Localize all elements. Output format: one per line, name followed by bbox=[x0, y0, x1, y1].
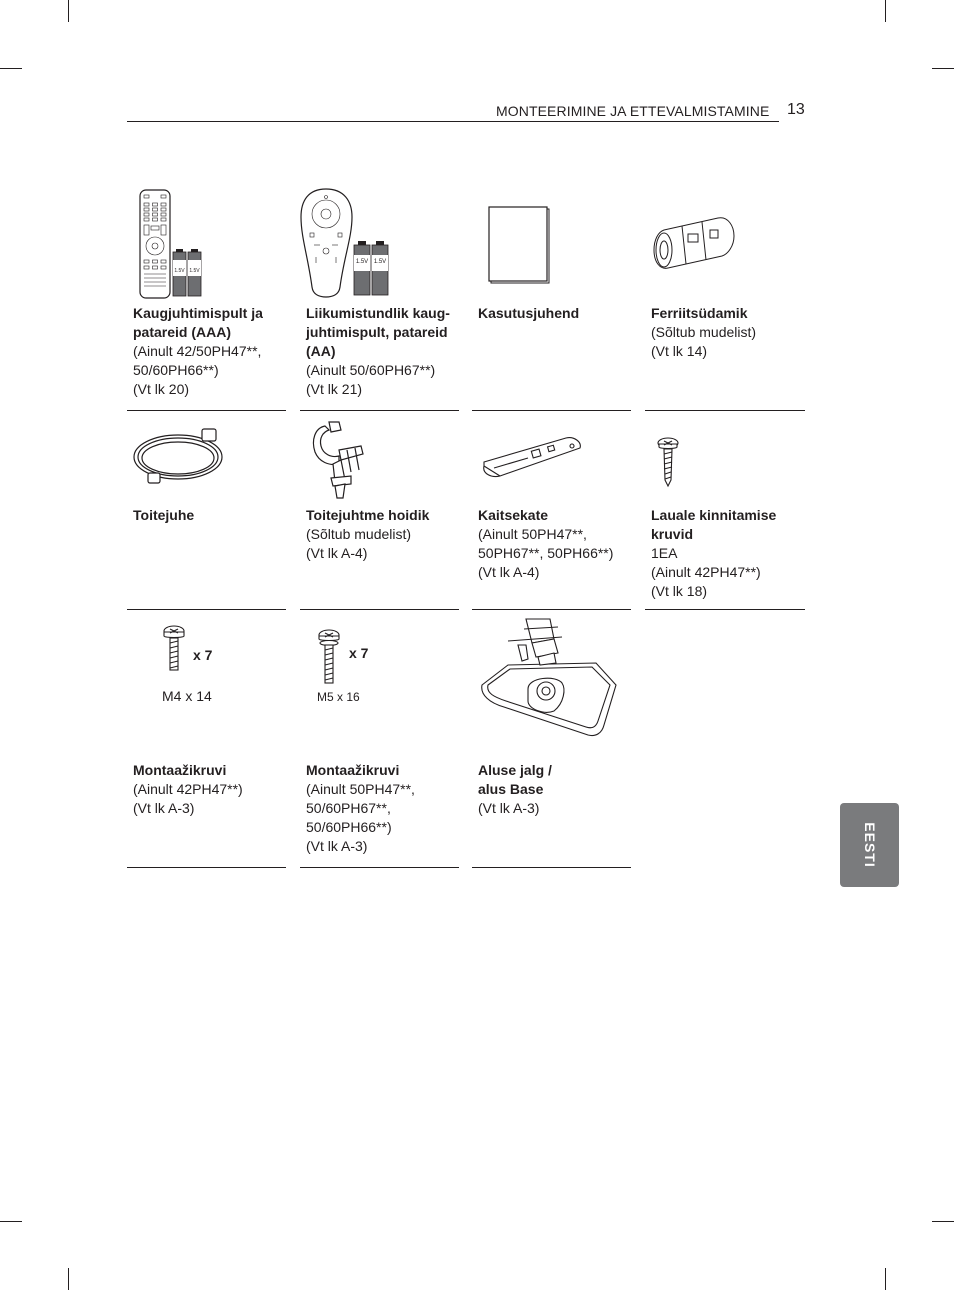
power-cord-illustration bbox=[132, 425, 228, 490]
item-title: Lauale kinnitamise kruvid bbox=[651, 507, 777, 542]
protection-cover-illustration bbox=[480, 434, 584, 485]
item-title: Kaugjuhtimispult ja patareid (AAA) bbox=[133, 305, 263, 340]
item-note: (Ainult 42PH47**) bbox=[133, 781, 243, 797]
row-divider bbox=[472, 867, 631, 868]
row-divider bbox=[300, 867, 459, 868]
item-title: Liikumistundlik kaug-juhtimispult, patareid (AA) bbox=[306, 305, 450, 359]
battery-voltage-label: 1.5V bbox=[355, 259, 369, 265]
item-note: (Vt lk A-4) bbox=[306, 545, 368, 561]
item-title: Ferriitsüdamik bbox=[651, 305, 748, 321]
desk-screw-illustration bbox=[655, 436, 681, 493]
crop-mark bbox=[0, 68, 22, 69]
item-note: (Vt lk 21) bbox=[306, 381, 363, 397]
item-title: Montaažikruvi bbox=[306, 762, 400, 778]
item-note: (Vt lk A-3) bbox=[306, 838, 368, 854]
header-rule bbox=[127, 121, 779, 122]
item-title: Toitejuhtme hoidik bbox=[306, 507, 430, 523]
row-divider bbox=[472, 609, 631, 610]
crop-mark bbox=[68, 1268, 69, 1290]
item-title: Toitejuhe bbox=[133, 507, 195, 523]
crop-mark bbox=[885, 1268, 886, 1290]
aa-battery-icon bbox=[354, 241, 388, 295]
screw-size-label: M4 x 14 bbox=[162, 688, 212, 704]
item-note: 50/60PH67**, bbox=[306, 800, 391, 816]
row-divider bbox=[472, 410, 631, 411]
battery-voltage-label: 1.5V bbox=[189, 268, 200, 274]
item-note: 50PH67**, 50PH66**) bbox=[478, 545, 614, 561]
manual-illustration bbox=[488, 206, 552, 291]
battery-voltage-label: 1.5V bbox=[174, 268, 185, 274]
cord-holder-illustration bbox=[305, 420, 367, 505]
m5-screw-illustration bbox=[317, 628, 343, 691]
row-divider bbox=[300, 609, 459, 610]
row-divider bbox=[645, 609, 805, 610]
language-tab bbox=[840, 803, 899, 887]
item-title: Aluse jalg / alus Base bbox=[478, 762, 552, 797]
item-note: (Vt lk 20) bbox=[133, 381, 190, 397]
item-title: Kasutusjuhend bbox=[478, 305, 580, 321]
item-title: Kaitsekate bbox=[478, 507, 549, 523]
item-note: (Ainult 50/60PH67**) bbox=[306, 362, 436, 378]
m4-screw-illustration bbox=[162, 624, 188, 679]
item-note: (Ainult 42/50PH47**, bbox=[133, 343, 262, 359]
screw-size-label: M5 x 16 bbox=[317, 690, 360, 704]
row-divider bbox=[127, 609, 286, 610]
section-title: MONTEERIMINE JA ETTEVALMISTAMINE bbox=[496, 103, 770, 119]
item-title: Montaažikruvi bbox=[133, 762, 227, 778]
crop-mark bbox=[932, 68, 954, 69]
row-divider bbox=[127, 410, 286, 411]
item-note: 1EA bbox=[651, 545, 678, 561]
ferrite-core-illustration bbox=[652, 214, 736, 275]
item-note: (Ainult 50PH47**, bbox=[306, 781, 415, 797]
screw-count-label: x 7 bbox=[193, 647, 213, 663]
language-tab-label: EESTI bbox=[861, 822, 878, 868]
row-divider bbox=[300, 410, 459, 411]
screw-count-label: x 7 bbox=[349, 645, 369, 661]
battery-voltage-label: 1.5V bbox=[373, 259, 387, 265]
motion-remote-illustration bbox=[300, 187, 392, 304]
row-divider bbox=[127, 867, 286, 868]
crop-mark bbox=[0, 1221, 22, 1222]
item-note: (Vt lk A-4) bbox=[478, 564, 540, 580]
item-note: 50/60PH66**) bbox=[133, 362, 219, 378]
row-divider bbox=[645, 410, 805, 411]
page-number: 13 bbox=[787, 101, 805, 118]
item-note: (Vt lk 14) bbox=[651, 343, 708, 359]
item-note: 50/60PH66**) bbox=[306, 819, 392, 835]
crop-mark bbox=[885, 0, 886, 22]
item-note: (Vt lk A-3) bbox=[478, 800, 540, 816]
crop-mark bbox=[68, 0, 69, 22]
item-note: (Ainult 50PH47**, bbox=[478, 526, 587, 542]
item-note: (Vt lk A-3) bbox=[133, 800, 195, 816]
remote-control-illustration bbox=[138, 188, 204, 305]
item-note: (Sõltub mudelist) bbox=[306, 526, 412, 542]
stand-base-illustration bbox=[478, 615, 620, 744]
item-note: (Sõltub mudelist) bbox=[651, 324, 757, 340]
item-note: (Vt lk 18) bbox=[651, 583, 708, 599]
item-note: (Ainult 42PH47**) bbox=[651, 564, 761, 580]
crop-mark bbox=[932, 1221, 954, 1222]
